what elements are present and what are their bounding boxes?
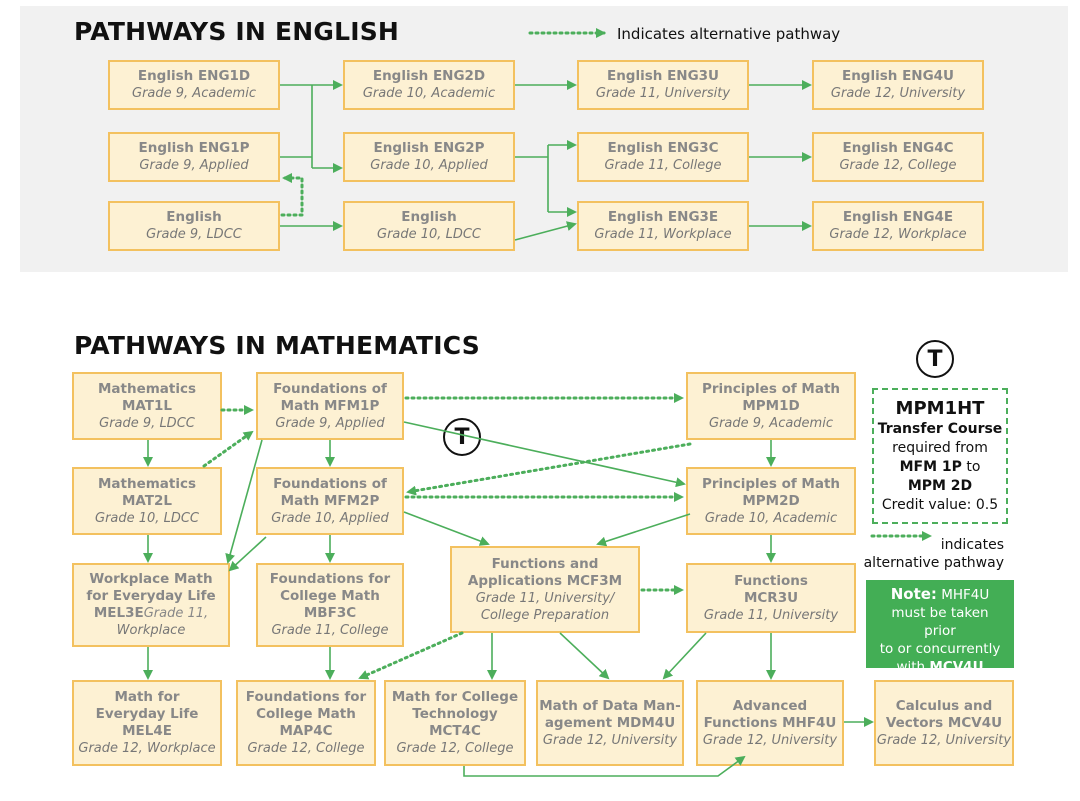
alt-arrow-eng9l-eng1p bbox=[282, 178, 302, 215]
box-mel4e: Math for Everyday Life MEL4E Grade 12, Workplace bbox=[72, 680, 222, 766]
box-mhf4u: Advanced Functions MHF4U Grade 12, University bbox=[696, 680, 844, 766]
transfer-symbol-legend: T bbox=[916, 340, 954, 378]
english-legend-text: Indicates alternative pathway bbox=[617, 25, 841, 43]
box-mfm2p: Foundations of Math MFM2P Grade 10, Applied bbox=[256, 467, 404, 535]
box-mcr3u: Functions MCR3U Grade 11, University bbox=[686, 563, 856, 633]
transfer-course-box: MPM1HT Transfer Course required from MFM 1P to MPM 2D Credit value: 0.5 bbox=[872, 388, 1008, 524]
box-mat1l: Mathematics MAT1L Grade 9, LDCC bbox=[72, 372, 222, 440]
box-eng9-ldcc: English Grade 9, LDCC bbox=[108, 201, 280, 251]
alt-arrow-mat2l-mfm1p bbox=[204, 432, 252, 466]
box-eng1p: English ENG1P Grade 9, Applied bbox=[108, 132, 280, 182]
box-mfm1p: Foundations of Math MFM1P Grade 9, Applied bbox=[256, 372, 404, 440]
box-mct4c: Math for College Technology MCT4C Grade 12, College bbox=[384, 680, 526, 766]
box-mpm1d: Principles of Math MPM1D Grade 9, Academic bbox=[686, 372, 856, 440]
transfer-symbol-pathway: T bbox=[443, 418, 481, 456]
box-eng2p: English ENG2P Grade 10, Applied bbox=[343, 132, 515, 182]
box-mdm4u: Math of Data Man- agement MDM4U Grade 12, University bbox=[536, 680, 684, 766]
note-box: Note: MHF4U must be taken prior to or concurrently with MCV4U bbox=[866, 580, 1014, 668]
box-eng3e: English ENG3E Grade 11, Workplace bbox=[577, 201, 749, 251]
english-title: PATHWAYS IN ENGLISH bbox=[74, 17, 400, 46]
box-mpm2d: Principles of Math MPM2D Grade 10, Academic bbox=[686, 467, 856, 535]
math-title: PATHWAYS IN MATHEMATICS bbox=[74, 331, 480, 360]
arrow-mcr3u-mdm4u bbox=[664, 633, 706, 678]
box-eng4e: English ENG4E Grade 12, Workplace bbox=[812, 201, 984, 251]
box-eng3c: English ENG3C Grade 11, College bbox=[577, 132, 749, 182]
arrow-mpm2d-mcf3m bbox=[598, 514, 690, 544]
arrow-mcf3m-mdm4u bbox=[560, 633, 608, 678]
box-eng4u: English ENG4U Grade 12, University bbox=[812, 60, 984, 110]
arrow-mfm1p-mel3e bbox=[228, 440, 262, 562]
box-eng2d: English ENG2D Grade 10, Academic bbox=[343, 60, 515, 110]
box-mbf3c: Foundations for College Math MBF3C Grade 11, College bbox=[256, 563, 404, 647]
box-eng3u: English ENG3U Grade 11, University bbox=[577, 60, 749, 110]
math-alt-legend: indicates alternative pathway bbox=[863, 537, 1004, 571]
box-eng1d: English ENG1D Grade 9, Academic bbox=[108, 60, 280, 110]
alt-arrow-mcf3m-map4c bbox=[360, 633, 462, 678]
box-map4c: Foundations for College Math MAP4C Grade 12, College bbox=[236, 680, 376, 766]
box-mel3e: Workplace Math for Everyday Life MEL3EGrade 11, Workplace bbox=[72, 563, 230, 647]
arrow-mfm2p-mcf3m bbox=[404, 512, 488, 544]
alt-arrow-mpm1d-mfm2p bbox=[408, 444, 690, 492]
box-mcf3m: Functions and Applications MCF3M Grade 11, University/ College Preparation bbox=[450, 546, 640, 633]
box-mcv4u: Calculus and Vectors MCV4U Grade 12, University bbox=[874, 680, 1014, 766]
box-eng4c: English ENG4C Grade 12, College bbox=[812, 132, 984, 182]
arrow-mfm2p-mel3e bbox=[230, 537, 266, 570]
box-mat2l: Mathematics MAT2L Grade 10, LDCC bbox=[72, 467, 222, 535]
arrow-eng10l-eng3e bbox=[515, 224, 575, 240]
box-eng10-ldcc: English Grade 10, LDCC bbox=[343, 201, 515, 251]
arrow-mct4c-mhf4u bbox=[464, 757, 744, 776]
